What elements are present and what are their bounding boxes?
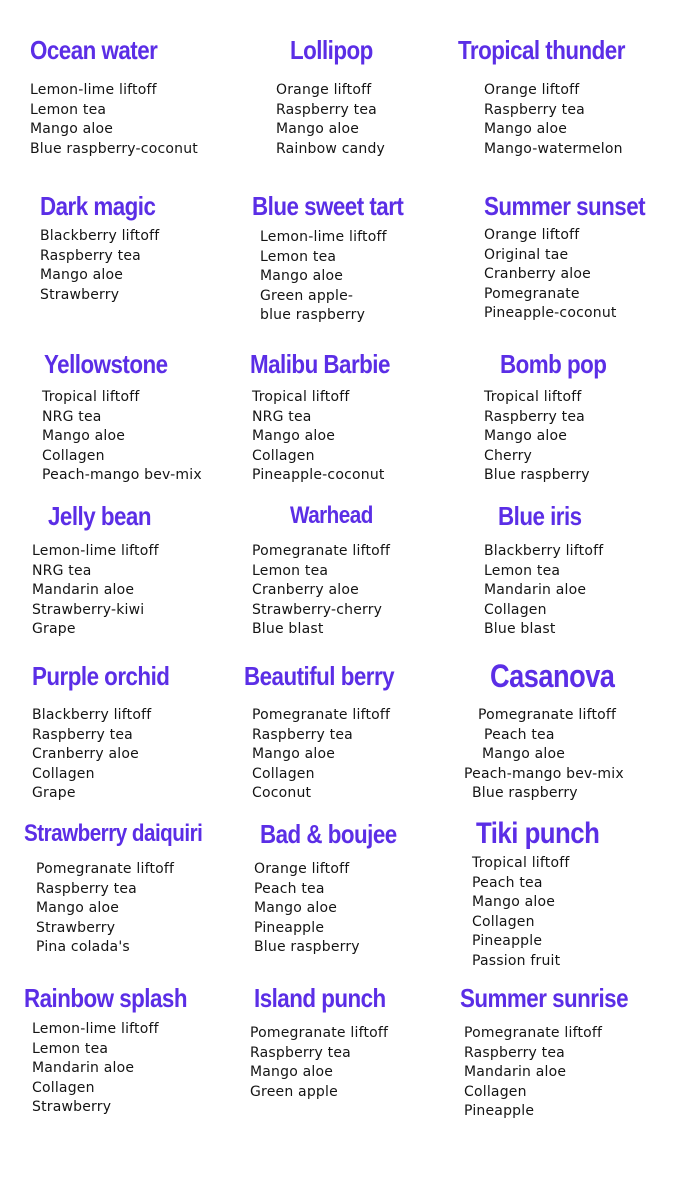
ingredient: Mango aloe [250, 1064, 334, 1081]
recipe-card-warhead [252, 498, 467, 640]
ingredient: Pineapple-coconut [252, 467, 385, 484]
recipe-title: Jelly bean [48, 501, 151, 531]
recipe-card-yellowstone [36, 346, 251, 486]
ingredient: Mango aloe [484, 121, 568, 138]
recipe-title: Summer sunset [484, 191, 646, 221]
ingredient: Orange liftoff [484, 82, 580, 98]
recipe-title: Warhead [290, 502, 373, 529]
ingredient-list [260, 228, 467, 326]
recipe-card-dark-magic [40, 188, 255, 305]
ingredient: Strawberry-cherry [252, 601, 383, 618]
ingredient: Strawberry [36, 919, 116, 936]
ingredient: Lemon tea [32, 1040, 109, 1057]
ingredient: Mango aloe [42, 428, 126, 445]
ingredient: Lemon tea [252, 562, 329, 579]
ingredient: Raspberry tea [252, 726, 353, 743]
ingredient: Pineapple-coconut [484, 305, 617, 322]
ingredient: Raspberry tea [250, 1044, 351, 1061]
ingredient: Passion fruit [472, 952, 561, 969]
ingredient-list [484, 542, 675, 640]
ingredient: Blackberry liftoff [32, 707, 152, 723]
ingredient: Pineapple [254, 919, 325, 936]
ingredient-list [464, 706, 675, 804]
ingredient-list [36, 860, 239, 958]
ingredient-list [254, 860, 469, 958]
ingredient: Lemon-lime liftoff [32, 1021, 159, 1037]
recipe-card-blue-sweet-tart [252, 188, 467, 326]
ingredient: Collagen [32, 765, 95, 782]
ingredient: Mango aloe [36, 900, 120, 917]
recipe-card-strawberry-daiquiri [24, 816, 239, 958]
ingredient: Mandarin aloe [484, 582, 587, 599]
ingredient: Mango aloe [482, 746, 566, 763]
ingredient: blue raspberry [260, 307, 366, 324]
recipe-title: Tropical thunder [458, 35, 625, 65]
ingredient: Raspberry tea [464, 1044, 565, 1061]
ingredient: Grape [32, 621, 76, 638]
recipe-card-rainbow-splash [24, 980, 239, 1118]
recipe-card-summer-sunrise [460, 980, 675, 1122]
ingredient-list [40, 227, 255, 305]
ingredient: Orange liftoff [254, 861, 350, 877]
recipe-title: Yellowstone [44, 349, 168, 379]
ingredient: Mandarin aloe [32, 582, 135, 599]
recipe-card-malibu-barbie [250, 346, 465, 486]
ingredient: Mango aloe [472, 894, 556, 911]
ingredient-list [252, 542, 467, 640]
recipe-title: Island punch [254, 983, 386, 1013]
recipe-title: Strawberry daiquiri [24, 820, 203, 847]
ingredient: Tropical liftoff [252, 389, 350, 405]
recipe-card-jelly-bean [32, 498, 247, 640]
ingredient: Tropical liftoff [42, 389, 140, 405]
ingredient: Pomegranate liftoff [36, 861, 175, 877]
ingredient: Peach tea [484, 726, 555, 743]
ingredient-list [252, 706, 459, 804]
ingredient-list [484, 226, 675, 324]
ingredient: Blue raspberry [254, 939, 360, 956]
ingredient: Collagen [32, 1079, 95, 1096]
recipe-card-tropical-thunder [458, 32, 673, 159]
recipe-title: Bomb pop [500, 349, 607, 379]
recipe-title: Tiki punch [476, 817, 600, 850]
ingredient: Raspberry tea [40, 247, 141, 264]
recipe-title: Bad & boujee [260, 819, 397, 849]
ingredient: Lemon tea [260, 248, 337, 265]
ingredient: Blue blast [252, 621, 324, 638]
recipe-title: Rainbow splash [24, 983, 187, 1013]
ingredient-list [252, 388, 465, 486]
ingredient-list [472, 854, 675, 972]
ingredient: Collagen [42, 447, 105, 464]
ingredient: Collagen [252, 447, 315, 464]
ingredient: Lemon tea [30, 101, 107, 118]
ingredient: Mango aloe [484, 428, 568, 445]
ingredient: Mango aloe [40, 267, 124, 284]
ingredient: Pomegranate liftoff [250, 1025, 389, 1041]
recipe-card-bomb-pop [484, 346, 675, 486]
ingredient: Raspberry tea [36, 880, 137, 897]
recipe-card-blue-iris [484, 498, 675, 640]
ingredient: Collagen [484, 601, 547, 618]
ingredient: Cranberry aloe [484, 266, 591, 283]
ingredient: Lemon-lime liftoff [32, 543, 159, 559]
ingredient: Peach tea [472, 874, 543, 891]
ingredient-list [484, 388, 675, 486]
ingredient: Raspberry tea [484, 101, 585, 118]
recipe-card-casanova [464, 658, 675, 804]
ingredient: Coconut [252, 785, 312, 802]
ingredient: Mango aloe [252, 428, 336, 445]
ingredient: Mango aloe [30, 121, 114, 138]
ingredient: Pomegranate liftoff [252, 707, 391, 723]
ingredient: Mango aloe [252, 746, 336, 763]
ingredient: Pomegranate [484, 285, 580, 302]
ingredient: Cranberry aloe [252, 582, 359, 599]
ingredient: NRG tea [252, 408, 312, 425]
ingredient: Raspberry tea [484, 408, 585, 425]
ingredient: Collagen [472, 913, 535, 930]
ingredient: Grape [32, 785, 76, 802]
ingredient: Collagen [252, 765, 315, 782]
recipe-card-bad-and-boujee [254, 816, 469, 958]
recipe-title: Ocean water [30, 35, 158, 65]
recipe-title: Dark magic [40, 191, 156, 221]
recipe-title: Purple orchid [32, 661, 170, 691]
ingredient: Blue raspberry [472, 785, 578, 802]
ingredient-list [42, 388, 251, 486]
ingredient: Strawberry [32, 1099, 112, 1116]
ingredient: NRG tea [42, 408, 102, 425]
ingredient: Blue blast [484, 621, 556, 638]
recipe-card-tiki-punch [472, 816, 675, 972]
ingredient: Lemon-lime liftoff [260, 229, 387, 245]
ingredient: Blue raspberry-coconut [30, 140, 198, 157]
ingredient: Raspberry tea [276, 101, 377, 118]
ingredient-list [30, 81, 245, 159]
ingredient: Orange liftoff [484, 227, 580, 243]
ingredient: Cherry [484, 447, 533, 464]
ingredient: Mandarin aloe [32, 1060, 135, 1077]
ingredient: Mandarin aloe [464, 1064, 567, 1081]
ingredient: Original tae [484, 246, 569, 263]
recipe-title: Blue sweet tart [252, 191, 404, 221]
ingredient: Lemon tea [484, 562, 561, 579]
ingredient: Blue raspberry [484, 467, 590, 484]
ingredient: Pomegranate liftoff [478, 707, 617, 723]
recipe-card-ocean-water [30, 32, 245, 159]
recipe-card-purple-orchid [32, 658, 247, 804]
recipe-card-island-punch [250, 980, 465, 1102]
ingredient: Blackberry liftoff [484, 543, 604, 559]
ingredient-list [464, 1024, 675, 1122]
ingredient: Green apple [250, 1083, 338, 1100]
ingredient: Strawberry-kiwi [32, 601, 145, 618]
ingredient: Pina colada's [36, 939, 130, 956]
ingredient: NRG tea [32, 562, 92, 579]
recipe-title: Blue iris [498, 501, 582, 531]
recipe-title: Malibu Barbie [250, 349, 390, 379]
ingredient: Rainbow candy [276, 140, 386, 157]
ingredient: Mango aloe [254, 900, 338, 917]
ingredient: Collagen [464, 1083, 527, 1100]
ingredient: Mango-watermelon [484, 140, 623, 157]
ingredient-list [250, 1024, 465, 1102]
ingredient: Pineapple [464, 1103, 535, 1120]
ingredient: Lemon-lime liftoff [30, 82, 157, 98]
ingredient-list [32, 1020, 239, 1118]
ingredient: Raspberry tea [32, 726, 133, 743]
recipe-title: Summer sunrise [460, 983, 629, 1013]
ingredient: Peach-mango bev-mix [42, 467, 202, 484]
ingredient: Strawberry [40, 286, 120, 303]
ingredient: Cranberry aloe [32, 746, 139, 763]
recipe-card-summer-sunset [484, 188, 675, 324]
ingredient: Peach tea [254, 880, 325, 897]
ingredient: Green apple- [260, 287, 354, 304]
ingredient-list [32, 542, 247, 640]
ingredient: Pomegranate liftoff [464, 1025, 603, 1041]
ingredient: Pomegranate liftoff [252, 543, 391, 559]
ingredient-list [32, 706, 247, 804]
ingredient: Mango aloe [276, 121, 360, 138]
recipe-card-beautiful-berry [244, 658, 459, 804]
ingredient: Mango aloe [260, 268, 344, 285]
ingredient: Tropical liftoff [484, 389, 582, 405]
recipe-title: Casanova [490, 658, 615, 694]
ingredient: Pineapple [472, 933, 543, 950]
recipe-title: Lollipop [290, 35, 373, 65]
ingredient: Orange liftoff [276, 82, 372, 98]
recipe-title: Beautiful berry [244, 661, 395, 691]
ingredient: Peach-mango bev-mix [464, 765, 624, 782]
ingredient: Blackberry liftoff [40, 228, 160, 244]
ingredient: Tropical liftoff [472, 855, 570, 871]
ingredient-list [484, 81, 673, 159]
